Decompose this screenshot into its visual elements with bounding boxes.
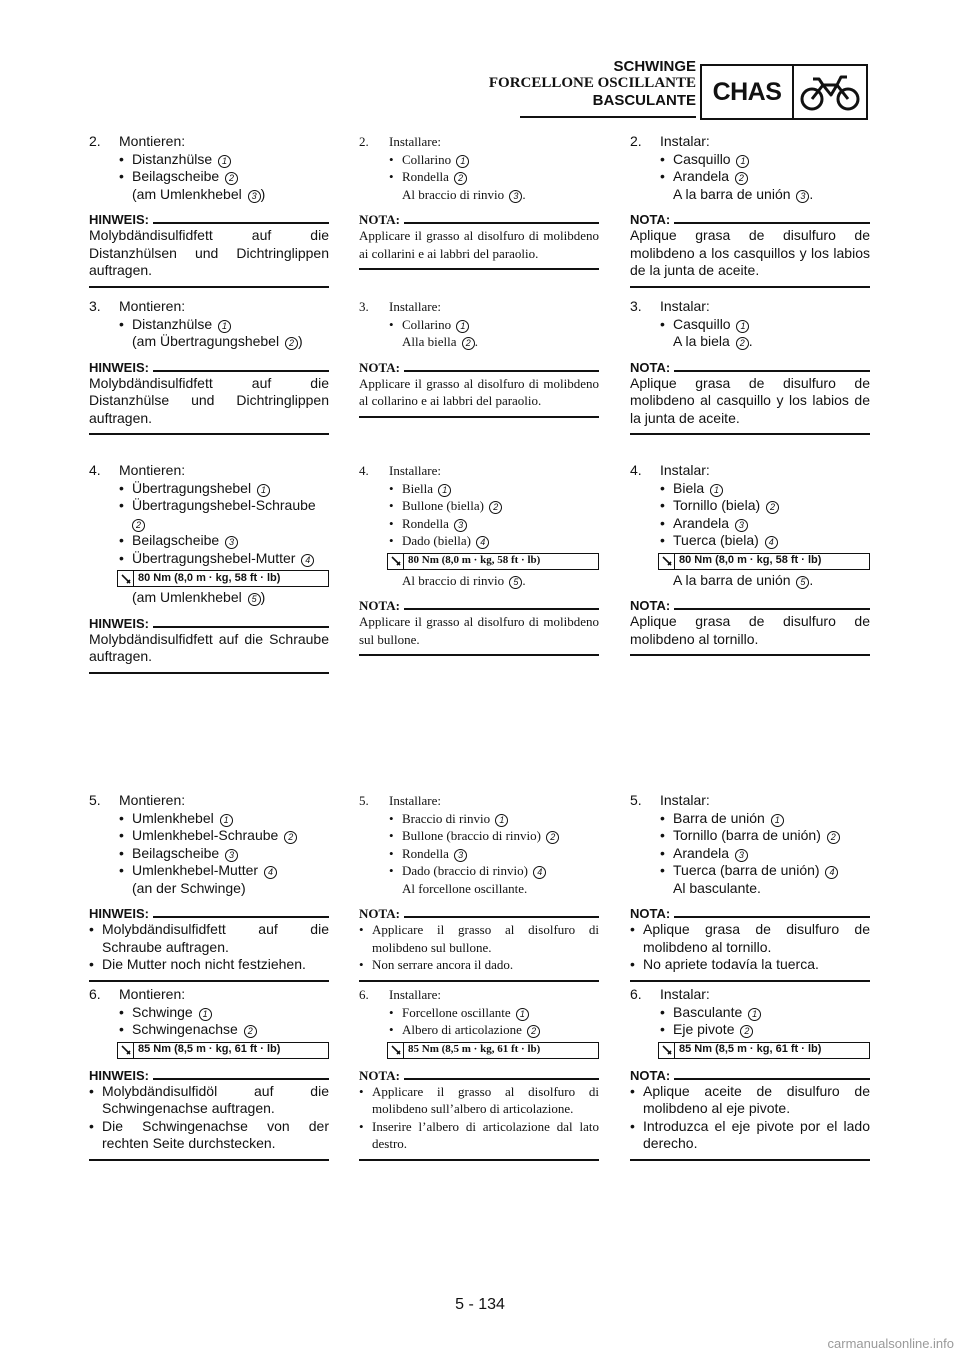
list-item: • Eje pivote 2 — [660, 1021, 870, 1039]
step-6: 6. Montieren: • Schwinge 1 • Schwingenachse 2 85 Nm (8,5 m · kg, 61 ft · lb) HINWEIS: • Molybdändisulfidöl auf die Schwingenachse auftragen. • Die Schwingenachse von der rechten Seite durchstecken. — [89, 986, 329, 1161]
torque-spec: 85 Nm (8,5 m · kg, 61 ft · lb) — [117, 1042, 329, 1059]
step-2: 2. Instalar: • Casquillo 1 • Arandela 2 A la barra de unión 3 . NOTA: Aplique grasa de disulfuro de molibdeno a los casquillos y los labios de la junta de aceite. — [630, 133, 870, 288]
motorcycle-icon — [794, 66, 866, 118]
item-location: Al forcellone oscillante. — [402, 880, 528, 896]
note-text: Aplique grasa de disulfuro de molibdeno al casquillo y los labios de la junta de aceite. — [630, 375, 870, 436]
list-item: • Barra de unión 1 — [660, 810, 870, 828]
wrench-icon — [118, 1043, 134, 1058]
note-text: • Aplique aceite de disulfuro de molibdeno al eje pivote. • Introduzca el eje pivote por el lado derecho. — [630, 1083, 870, 1161]
list-item: • Rondella 3 — [389, 845, 599, 863]
list-item: • Arandela 3 — [660, 515, 870, 533]
note-header: HINWEIS: — [89, 905, 329, 921]
item-location: (an der Schwinge) — [132, 879, 246, 896]
list-item: • Beilagscheibe 3 — [119, 532, 329, 550]
list-item: • Tornillo (barra de unión) 2 — [660, 827, 870, 845]
chapter-label: CHAS — [702, 66, 794, 118]
step-3: 3. Instalar: • Casquillo 1 A la biela 2 . NOTA: Aplique grasa de disulfuro de molibdeno al casquillo y los labios de la junta de aceite. — [630, 298, 870, 435]
list-item: • Casquillo 1 — [660, 316, 870, 334]
list-item: • Rondella 2 — [389, 168, 599, 186]
list-item: • Forcellone oscillante 1 — [389, 1004, 599, 1022]
list-item: • Collarino 1 — [389, 316, 599, 334]
list-item: • Arandela 3 — [660, 845, 870, 863]
list-item: • Umlenkhebel-Mutter 4 — [119, 862, 329, 880]
step-3: 3. Installare: • Collarino 1 Alla biella 2 . NOTA: Applicare il grasso al disolfuro di molibdeno al collarino e ai labbri del paraolio. — [359, 298, 599, 418]
list-item: • Distanzhülse 1 — [119, 316, 329, 334]
note-header: HINWEIS: — [89, 1067, 329, 1083]
list-item: • Distanzhülse 1 — [119, 151, 329, 169]
item-location: (am Übertragungshebel 2 ) — [132, 333, 303, 349]
list-item: • Tuerca (biela) 4 — [660, 532, 870, 550]
note-text: • Aplique grasa de disulfuro de molibdeno al tornillo. • No apriete todavía la tuerca. — [630, 921, 870, 982]
list-item: • Rondella 3 — [389, 515, 599, 533]
note-text: Applicare il grasso al disolfuro di molibdeno sul bullone. — [359, 613, 599, 656]
list-item: • Beilagscheibe 3 — [119, 845, 329, 863]
note-header: NOTA: — [630, 211, 870, 227]
step-action: Montieren: — [119, 133, 186, 149]
list-item: • Übertragungshebel 1 — [119, 480, 329, 498]
section-title-de: SCHWINGE — [613, 58, 696, 75]
list-item: • Umlenkhebel-Schraube 2 — [119, 827, 329, 845]
torque-spec: 80 Nm (8,0 m · kg, 58 ft · lb) — [117, 570, 329, 587]
item-location: Alla biella 2 . — [402, 334, 479, 349]
step-2 — [89, 133, 329, 288]
item-location: A la barra de unión 5 . — [673, 571, 814, 588]
wrench-icon — [388, 554, 404, 569]
note-header: NOTA: — [359, 359, 599, 375]
note-text: Applicare il grasso al disolfuro di molibdeno al collarino e ai labbri del paraolio. — [359, 375, 599, 418]
step-3: 3. Montieren: • Distanzhülse 1 (am Übertragungshebel 2 ) HINWEIS: Molybdändisulfidfett auf die Distanzhülse und Dichtringlippen auftragen. — [89, 298, 329, 435]
wrench-icon — [659, 554, 675, 569]
note-text: Aplique grasa de disulfuro de molibdeno al tornillo. — [630, 613, 870, 656]
list-item: • Dado (braccio di rinvio) 4 — [389, 862, 599, 880]
section-title-it: FORCELLONE OSCILLANTE — [488, 75, 696, 91]
note-header: NOTA: — [630, 597, 870, 613]
torque-spec: 80 Nm (8,0 m · kg, 58 ft · lb) — [387, 553, 599, 570]
note-header: HINWEIS: — [89, 211, 329, 227]
list-item: • Arandela 2 — [660, 168, 870, 186]
note-header: NOTA: — [359, 1067, 599, 1083]
step-5: 5. Montieren: • Umlenkhebel 1 • Umlenkhebel-Schraube 2 • Beilagscheibe 3 • Umlenkhebel-Mutter 4 (an der Schwinge) HINWEIS: • Molybdändisulfidfett auf die Schraube auftragen. • Die Mutter noch nicht festziehen. — [89, 792, 329, 982]
list-item: • Übertragungshebel-Schraube 2 — [119, 497, 329, 532]
item-location: Al braccio di rinvio 3 . — [402, 186, 526, 202]
note-text: Aplique grasa de disulfuro de molibdeno a los casquillos y los labios de la junta de aceite. — [630, 227, 870, 288]
watermark: carmanualsonline.info — [827, 1336, 954, 1351]
note-header: NOTA: — [630, 359, 870, 375]
note-text: Molybdändisulfidfett auf die Schraube auftragen. — [89, 631, 329, 674]
list-item: • Braccio di rinvio 1 — [389, 810, 599, 828]
wrench-icon — [118, 571, 134, 586]
note-text: • Applicare il grasso al disolfuro di molibdeno sul bullone. • Non serrare ancora il dado. — [359, 921, 599, 982]
step-4: 4. Instalar: • Biela 1 • Tornillo (biela) 2 • Arandela 3 • Tuerca (biela) 4 80 Nm (8,0 m · kg, 58 ft · lb) A la barra de unión 5 . NOTA: Aplique grasa de disulfuro de molibdeno al tornillo. — [630, 462, 870, 656]
torque-spec: 85 Nm (8,5 m · kg, 61 ft · lb) — [658, 1042, 870, 1059]
wrench-icon — [388, 1043, 404, 1058]
note-text: • Molybdändisulfidöl auf die Schwingenachse auftragen. • Die Schwingenachse von der rechten Seite durchstecken. — [89, 1083, 329, 1161]
note-text: Molybdändisulfidfett auf die Distanzhülse und Dichtringlippen auftragen. — [89, 375, 329, 436]
step-4: 4. Montieren: • Übertragungshebel 1 • Übertragungshebel-Schraube 2 • Beilagscheibe 3 • Übertragungshebel-Mutter 4 80 Nm (8,0 m · kg, 58 ft · lb) (am Umlenkhebel 5 ) HINWEIS: Molybdändisulfidfett auf die Schraube auftragen. — [89, 462, 329, 674]
list-item: • Tornillo (biela) 2 — [660, 497, 870, 515]
header-rule — [520, 116, 696, 118]
note-header: NOTA: — [630, 1067, 870, 1083]
wrench-icon — [659, 1043, 675, 1058]
list-item: • Casquillo 1 — [660, 151, 870, 169]
list-item: • Dado (biella) 4 — [389, 532, 599, 550]
item-location: (am Umlenkhebel 5 ) — [132, 589, 266, 605]
list-item: • Schwinge 1 — [119, 1004, 329, 1022]
list-item: • Biella 1 — [389, 480, 599, 498]
list-item: • Umlenkhebel 1 — [119, 810, 329, 828]
item-location: Al braccio di rinvio 5 . — [402, 572, 526, 588]
torque-spec: 80 Nm (8,0 m · kg, 58 ft · lb) — [658, 553, 870, 570]
list-item: • Übertragungshebel-Mutter 4 — [119, 550, 329, 568]
page-number: 5 - 134 — [455, 1296, 505, 1313]
list-item: • Schwingenachse 2 — [119, 1021, 329, 1039]
list-item: • Albero di articolazione 2 — [389, 1021, 599, 1039]
item-location: Al basculante. — [673, 879, 761, 896]
torque-spec: 85 Nm (8,5 m · kg, 61 ft · lb) — [387, 1042, 599, 1059]
step-number: 2. — [89, 133, 101, 149]
step-5: 5. Installare: • Braccio di rinvio 1 • Bullone (braccio di rinvio) 2 • Rondella 3 • Dado (braccio di rinvio) 4 Al forcellone oscillante. NOTA: • Applicare il grasso al disolfuro di molibdeno sul bullone. • Non serrare ancora il dado. — [359, 792, 599, 982]
step-5: 5. Instalar: • Barra de unión 1 • Tornillo (barra de unión) 2 • Arandela 3 • Tuerca (barra de unión) 4 Al basculante. NOTA: • Aplique grasa de disulfuro de molibdeno al tornillo. • No apriete todavía la tuerca. — [630, 792, 870, 982]
note-header: NOTA: — [359, 597, 599, 613]
note-header: NOTA: — [630, 905, 870, 921]
list-item: • Basculante 1 — [660, 1004, 870, 1022]
note-header: HINWEIS: — [89, 359, 329, 375]
step-4: 4. Installare: • Biella 1 • Bullone (biella) 2 • Rondella 3 • Dado (biella) 4 80 Nm (8,0 m · kg, 58 ft · lb) Al braccio di rinvio 5 . NOTA: Applicare il grasso al disolfuro di molibdeno sul bullone. — [359, 462, 599, 656]
list-item: • Collarino 1 — [389, 151, 599, 169]
section-title-es: BASCULANTE — [592, 92, 696, 109]
step-2: 2. Installare: • Collarino 1 • Rondella 2 Al braccio di rinvio 3 . NOTA: Applicare il grasso al disolfuro di molibdeno ai collarini e ai labbri del paraolio. — [359, 133, 599, 270]
note-header: NOTA: — [359, 211, 599, 227]
note-text: Molybdändisulfidfett auf die Distanzhülsen und Dichtringlippen auftragen. — [89, 227, 329, 288]
list-item: • Bullone (braccio di rinvio) 2 — [389, 827, 599, 845]
list-item: • Biela 1 — [660, 480, 870, 498]
list-item: • Bullone (biella) 2 — [389, 497, 599, 515]
note-text: • Applicare il grasso al disolfuro di molibdeno sull’albero di articolazione. • Inserire l’albero di articolazione dal lato destro. — [359, 1083, 599, 1161]
item-location: (am Umlenkhebel 3 ) — [132, 185, 266, 202]
item-location: A la biela 2 . — [673, 333, 753, 349]
chapter-badge — [700, 64, 868, 120]
step-6: 6. Instalar: • Basculante 1 • Eje pivote 2 85 Nm (8,5 m · kg, 61 ft · lb) NOTA: • Aplique aceite de disulfuro de molibdeno al eje pivote. • Introduzca el eje pivote por el lado derecho. — [630, 986, 870, 1161]
step-6: 6. Installare: • Forcellone oscillante 1 • Albero di articolazione 2 85 Nm (8,5 m · kg, 61 ft · lb) NOTA: • Applicare il grasso al disolfuro di molibdeno sull’albero di articolazione. • Inserire l’albero di articolazione dal lato destro. — [359, 986, 599, 1161]
note-text: Applicare il grasso al disolfuro di molibdeno ai collarini e ai labbri del paraolio. — [359, 227, 599, 270]
note-header: NOTA: — [359, 905, 599, 921]
list-item: • Beilagscheibe 2 — [119, 168, 329, 186]
note-text: • Molybdändisulfidfett auf die Schraube auftragen. • Die Mutter noch nicht festziehen. — [89, 921, 329, 982]
note-header: HINWEIS: — [89, 615, 329, 631]
page-header — [470, 58, 696, 109]
item-location: A la barra de unión 3 . — [673, 185, 814, 202]
list-item: • Tuerca (barra de unión) 4 — [660, 862, 870, 880]
